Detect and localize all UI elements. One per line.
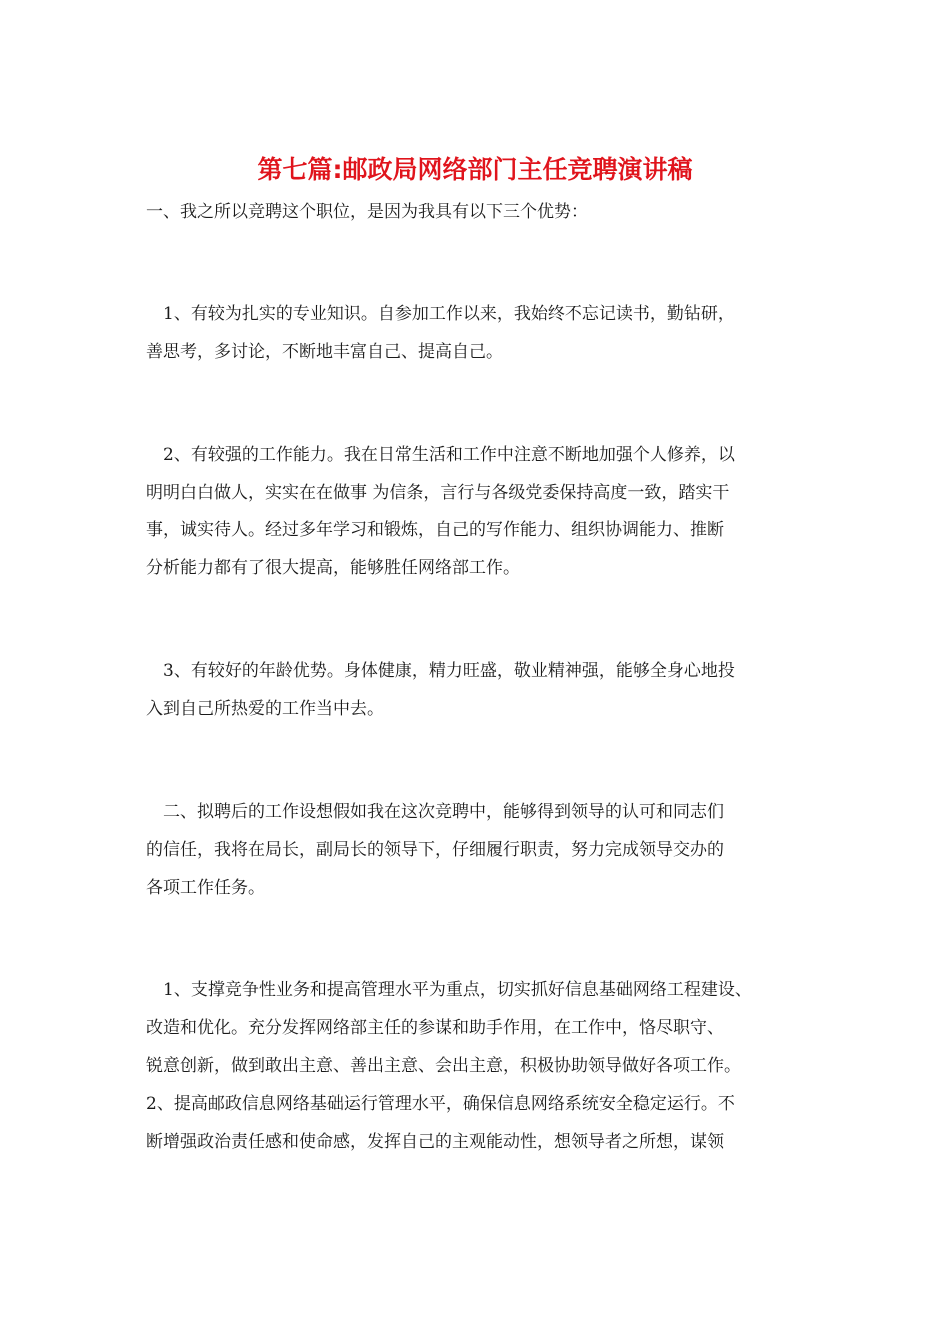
text-line: 各项工作任务。 [146,878,265,898]
text-line: 2、提高邮政信息网络基础运行管理水平，确保信息网络系统安全稳定运行。不 [146,1094,735,1114]
text-line: 断增强政治责任感和使命感，发挥自己的主观能动性，想领导者之所想，谋领 [146,1132,724,1152]
text-line: 1、有较为扎实的专业知识。自参加工作以来，我始终不忘记读书，勤钻研， [146,304,735,324]
text-line: 的信任，我将在局长，副局长的领导下，仔细履行职责，努力完成领导交办的 [146,840,724,860]
text-line: 事，诚实待人。经过多年学习和锻炼，自己的写作能力、组织协调能力、推断 [146,520,724,540]
document-title: 第七篇:邮政局网络部门主任竞聘演讲稿 [257,155,693,184]
text-line: 明明白白做人，实实在在做事 为信条，言行与各级党委保持高度一致，踏实干 [146,483,730,503]
text-line: 二、拟聘后的工作设想假如我在这次竞聘中，能够得到领导的认可和同志们 [146,802,724,822]
text-line: 善思考，多讨论，不断地丰富自己、提高自己。 [146,342,503,362]
text-line: 1、支撑竞争性业务和提高管理水平为重点，切实抓好信息基础网络工程建设、 [146,980,752,1000]
text-line: 分析能力都有了很大提高，能够胜任网络部工作。 [146,558,520,578]
text-line: 3、有较好的年龄优势。身体健康，精力旺盛，敬业精神强，能够全身心地投 [146,661,735,681]
text-line: 锐意创新，做到敢出主意、善出主意、会出主意，积极协助领导做好各项工作。 [146,1056,741,1076]
text-line: 改造和优化。充分发挥网络部主任的参谋和助手作用，在工作中，恪尽职守、 [146,1018,724,1038]
text-line: 2、有较强的工作能力。我在日常生活和工作中注意不断地加强个人修养，以 [146,445,735,465]
text-line: 一、我之所以竞聘这个职位，是因为我具有以下三个优势： [146,202,588,222]
text-line: 入到自己所热爱的工作当中去。 [146,699,384,719]
